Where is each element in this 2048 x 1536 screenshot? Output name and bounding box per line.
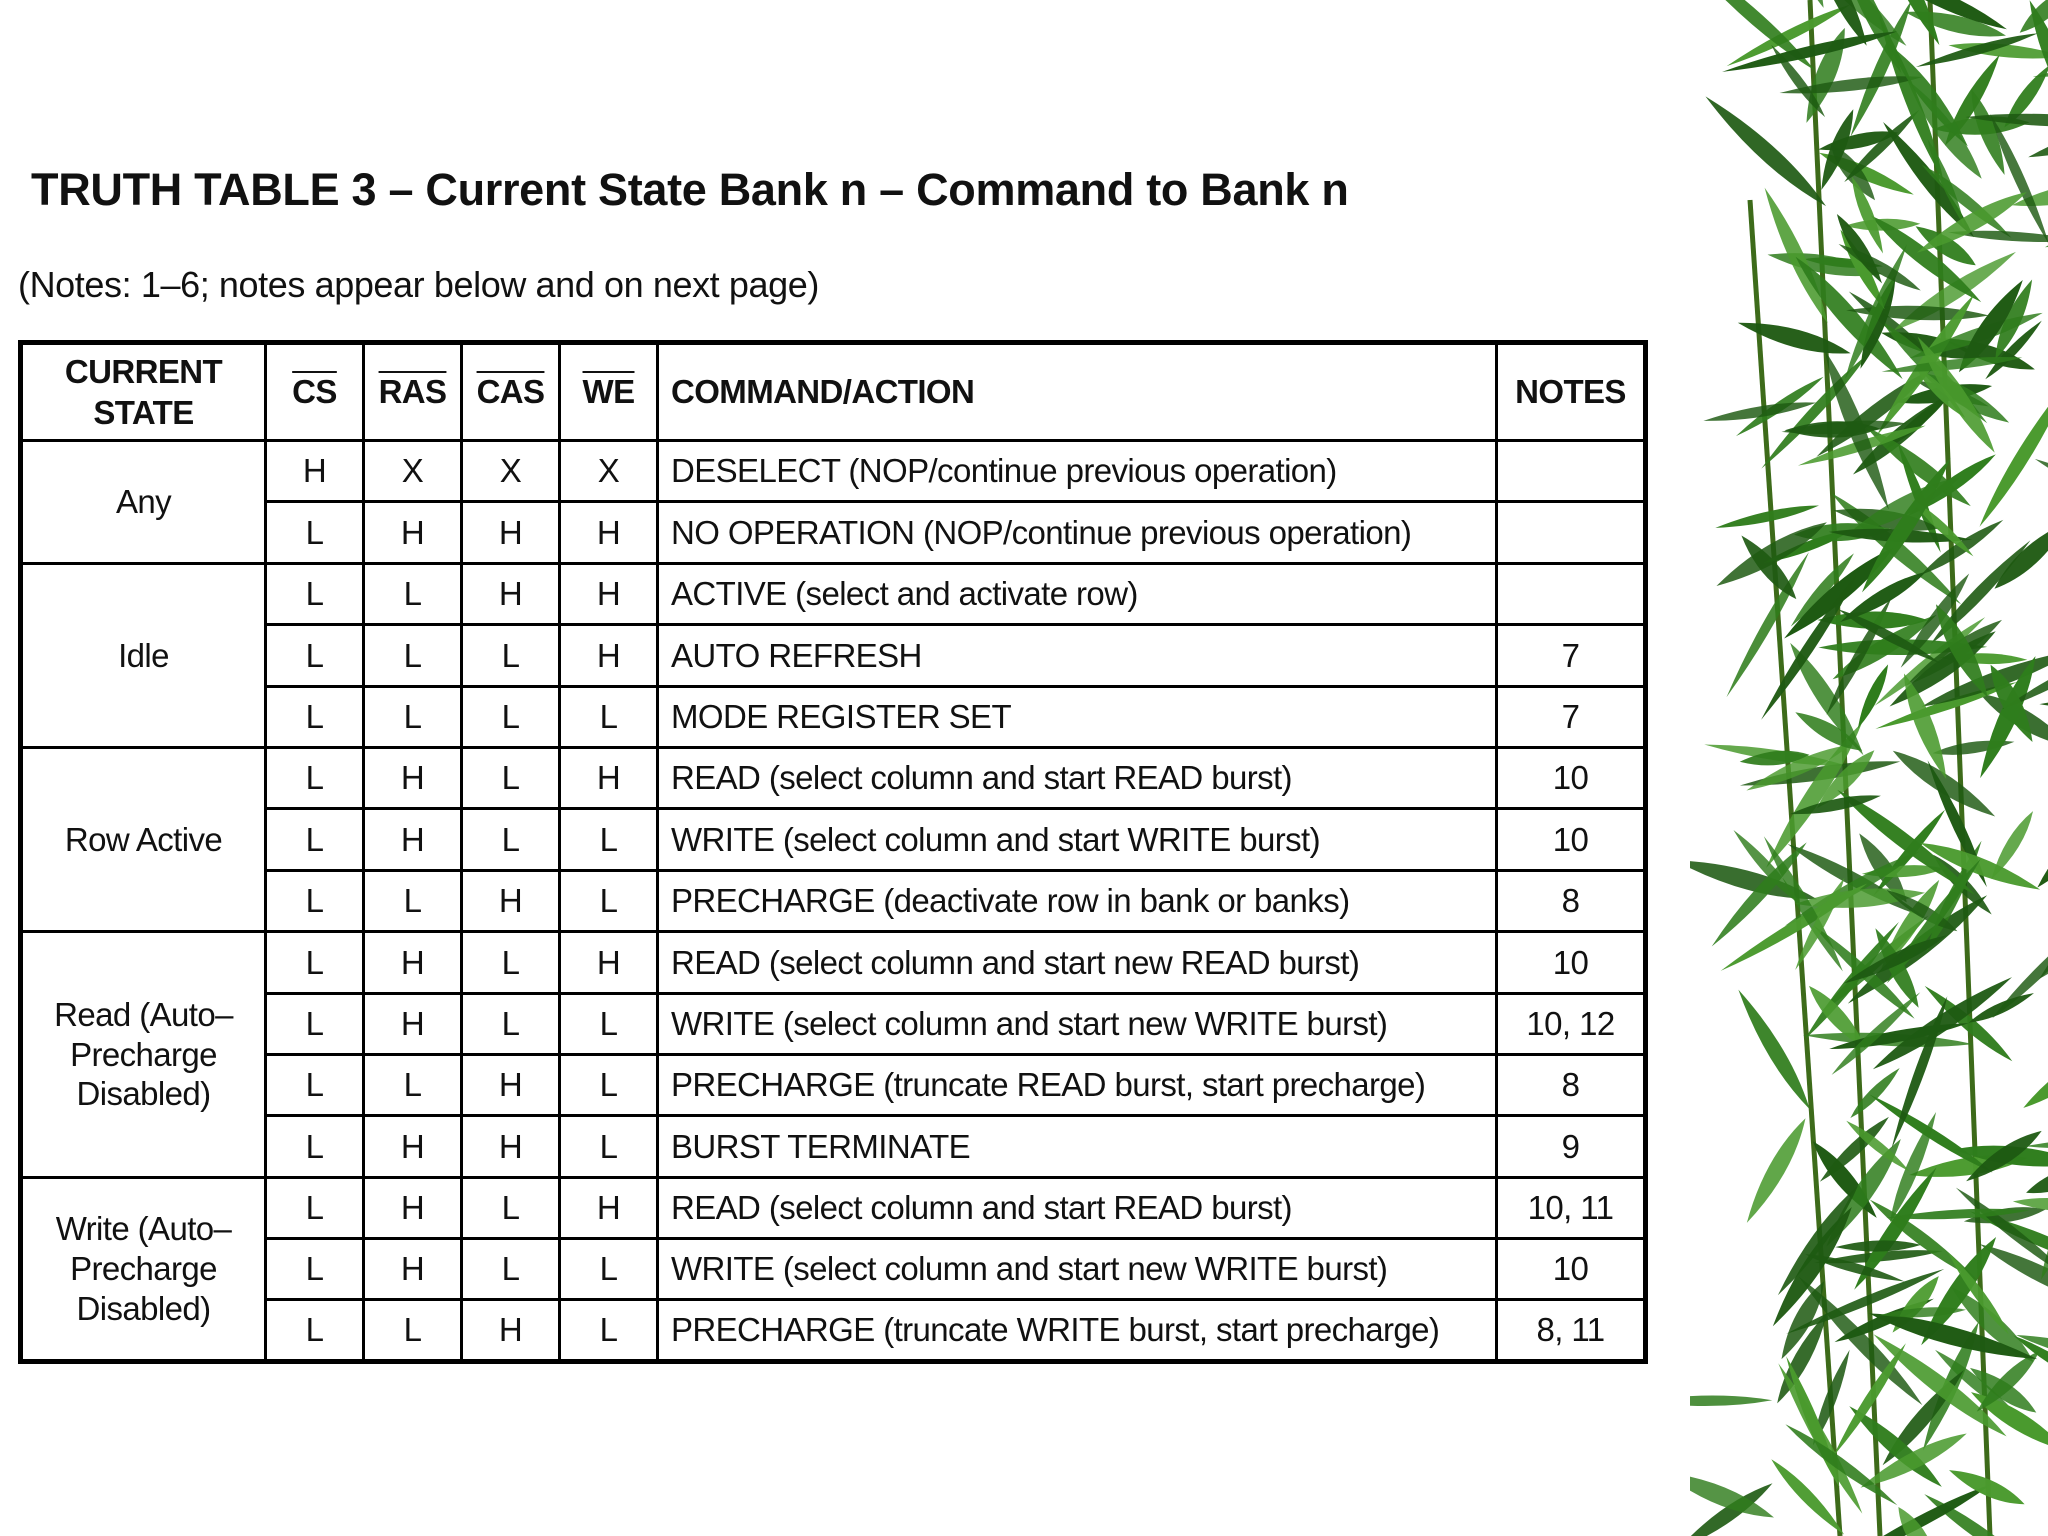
ras-cell: H: [364, 1177, 462, 1238]
bamboo-leaf: [2039, 697, 2048, 711]
ras-cell: L: [364, 686, 462, 747]
cas-cell: L: [462, 625, 560, 686]
cs-cell: L: [266, 1054, 364, 1115]
current-state-line: Any: [115, 483, 172, 521]
notes-subtitle: (Notes: 1–6; notes appear below and on next page): [18, 264, 819, 305]
command-cell: NO OPERATION (NOP/continue previous operation): [658, 502, 1497, 563]
header-command: COMMAND/ACTION: [658, 343, 1497, 441]
we-cell: L: [560, 1116, 658, 1177]
we-cell: H: [560, 932, 658, 993]
notes-cell: 8: [1497, 1054, 1646, 1115]
ras-cell: L: [364, 563, 462, 624]
command-cell: BURST TERMINATE: [658, 1116, 1497, 1177]
current-state-cell: [21, 932, 266, 1178]
notes-cell: 10: [1497, 1239, 1646, 1300]
header-ras: [364, 343, 462, 441]
truth-table-body: [21, 441, 1646, 1362]
header-cs: [266, 343, 364, 441]
bamboo-leaf: [2018, 1027, 2048, 1115]
cas-cell: L: [462, 1239, 560, 1300]
cas-cell: H: [462, 1300, 560, 1361]
bamboo-leaf: [2033, 454, 2048, 522]
command-cell: ACTIVE (select and activate row): [658, 563, 1497, 624]
cas-cell: L: [462, 1177, 560, 1238]
bamboo-leaf: [2031, 790, 2048, 894]
cs-cell: H: [266, 441, 364, 502]
cs-cell: L: [266, 563, 364, 624]
bamboo-leaf: [1773, 1360, 1868, 1517]
ras-cell: H: [364, 1116, 462, 1177]
bamboo-leaf: [1762, 0, 1833, 11]
notes-cell: 8, 11: [1497, 1300, 1646, 1361]
command-cell: MODE REGISTER SET: [658, 686, 1497, 747]
command-cell: PRECHARGE (truncate READ burst, start precharge): [658, 1054, 1497, 1115]
cas-cell: X: [462, 441, 560, 502]
we-cell: X: [560, 441, 658, 502]
notes-cell: 10: [1497, 809, 1646, 870]
command-cell: PRECHARGE (deactivate row in bank or banks): [658, 870, 1497, 931]
cas-cell: H: [462, 502, 560, 563]
we-cell: L: [560, 686, 658, 747]
command-cell: DESELECT (NOP/continue previous operation): [658, 441, 1497, 502]
command-cell: READ (select column and start READ burst): [658, 1177, 1497, 1238]
current-state-line: Idle: [118, 636, 169, 674]
current-state-line: Disabled): [76, 1289, 211, 1327]
header-current-state: [21, 343, 266, 441]
current-state-line: Read (Auto–: [54, 996, 233, 1034]
current-state-cell: [21, 747, 266, 931]
header-cas: [462, 343, 560, 441]
cas-cell: L: [462, 993, 560, 1054]
notes-cell: [1497, 441, 1646, 502]
cs-cell: L: [266, 932, 364, 993]
table-row: [21, 563, 1646, 624]
current-state-line: Row Active: [64, 820, 223, 858]
header-we: [560, 343, 658, 441]
notes-cell: 9: [1497, 1116, 1646, 1177]
ras-cell: L: [364, 625, 462, 686]
bamboo-leaf: [1888, 743, 2000, 824]
ras-cell: L: [364, 870, 462, 931]
cs-cell: L: [266, 1177, 364, 1238]
command-cell: READ (select column and start new READ burst): [658, 932, 1497, 993]
cs-cell: L: [266, 1116, 364, 1177]
notes-cell: 7: [1497, 625, 1646, 686]
header-we-label: $\overline{WE}$: [582, 373, 635, 411]
bamboo-leaf: [1690, 1395, 1772, 1407]
ras-cell: H: [364, 1239, 462, 1300]
cs-cell: L: [266, 625, 364, 686]
we-cell: H: [560, 747, 658, 808]
we-cell: L: [560, 993, 658, 1054]
current-state-line: Precharge: [70, 1249, 217, 1287]
cs-cell: L: [266, 502, 364, 563]
notes-cell: 10, 12: [1497, 993, 1646, 1054]
current-state-cell: [21, 563, 266, 747]
bamboo-leaves-image: [1690, 0, 2048, 1536]
cas-cell: L: [462, 686, 560, 747]
bamboo-leaf: [2026, 102, 2048, 166]
table-row: [21, 747, 1646, 808]
header-notes: NOTES: [1497, 343, 1646, 441]
ras-cell: X: [364, 441, 462, 502]
we-cell: L: [560, 809, 658, 870]
cas-cell: H: [462, 1054, 560, 1115]
notes-cell: 8: [1497, 870, 1646, 931]
cs-cell: L: [266, 809, 364, 870]
bamboo-leaf: [1913, 185, 2031, 260]
current-state-cell: [21, 1177, 266, 1361]
current-state-line: Write (Auto–: [55, 1210, 232, 1248]
cs-cell: L: [266, 747, 364, 808]
page-title: TRUTH TABLE 3 – Current State Bank n – Command to Bank n: [31, 164, 1349, 215]
command-cell: READ (select column and start READ burst): [658, 747, 1497, 808]
ras-cell: H: [364, 932, 462, 993]
we-cell: L: [560, 1239, 658, 1300]
we-cell: H: [560, 563, 658, 624]
ras-cell: L: [364, 1300, 462, 1361]
header-row: [21, 343, 1646, 441]
header-ras-label: $\overline{RAS}$: [378, 373, 447, 411]
notes-cell: 10: [1497, 932, 1646, 993]
ras-cell: H: [364, 993, 462, 1054]
bamboo-leaf: [1714, 501, 1820, 533]
notes-cell: [1497, 563, 1646, 624]
command-cell: AUTO REFRESH: [658, 625, 1497, 686]
we-cell: L: [560, 1300, 658, 1361]
header-cas-label: $\overline{CAS}$: [476, 373, 545, 411]
ras-cell: H: [364, 747, 462, 808]
cs-cell: L: [266, 686, 364, 747]
command-cell: WRITE (select column and start new WRITE burst): [658, 1239, 1497, 1300]
cs-cell: L: [266, 1300, 364, 1361]
current-state-cell: [21, 441, 266, 564]
cas-cell: L: [462, 747, 560, 808]
table-row: [21, 441, 1646, 502]
command-cell: WRITE (select column and start new WRITE burst): [658, 993, 1497, 1054]
ras-cell: H: [364, 502, 462, 563]
truth-table: [18, 340, 1648, 1364]
notes-cell: 10: [1497, 747, 1646, 808]
current-state-line: Disabled): [76, 1075, 211, 1113]
notes-cell: [1497, 502, 1646, 563]
notes-cell: 10, 11: [1497, 1177, 1646, 1238]
cas-cell: L: [462, 932, 560, 993]
bamboo-leaf: [1736, 314, 1853, 362]
we-cell: L: [560, 870, 658, 931]
table-row: [21, 1177, 1646, 1238]
cs-cell: L: [266, 993, 364, 1054]
we-cell: H: [560, 1177, 658, 1238]
cas-cell: L: [462, 809, 560, 870]
notes-cell: 7: [1497, 686, 1646, 747]
header-current-state-line2: STATE: [93, 394, 194, 431]
cs-cell: L: [266, 1239, 364, 1300]
cas-cell: H: [462, 563, 560, 624]
cs-cell: L: [266, 870, 364, 931]
we-cell: L: [560, 1054, 658, 1115]
command-cell: WRITE (select column and start WRITE burst): [658, 809, 1497, 870]
cas-cell: H: [462, 870, 560, 931]
cas-cell: H: [462, 1116, 560, 1177]
bamboo-leaf: [1740, 1114, 1813, 1227]
bamboo-leaf: [1974, 372, 2048, 530]
table-row: [21, 932, 1646, 993]
command-cell: PRECHARGE (truncate WRITE burst, start precharge): [658, 1300, 1497, 1361]
we-cell: H: [560, 502, 658, 563]
ras-cell: H: [364, 809, 462, 870]
bamboo-leaf: [2043, 200, 2048, 253]
current-state-line: Precharge: [70, 1035, 217, 1073]
we-cell: H: [560, 625, 658, 686]
header-current-state-line1: CURRENT: [64, 352, 223, 390]
header-cs-label: $\overline{CS}$: [292, 373, 337, 411]
ras-cell: L: [364, 1054, 462, 1115]
